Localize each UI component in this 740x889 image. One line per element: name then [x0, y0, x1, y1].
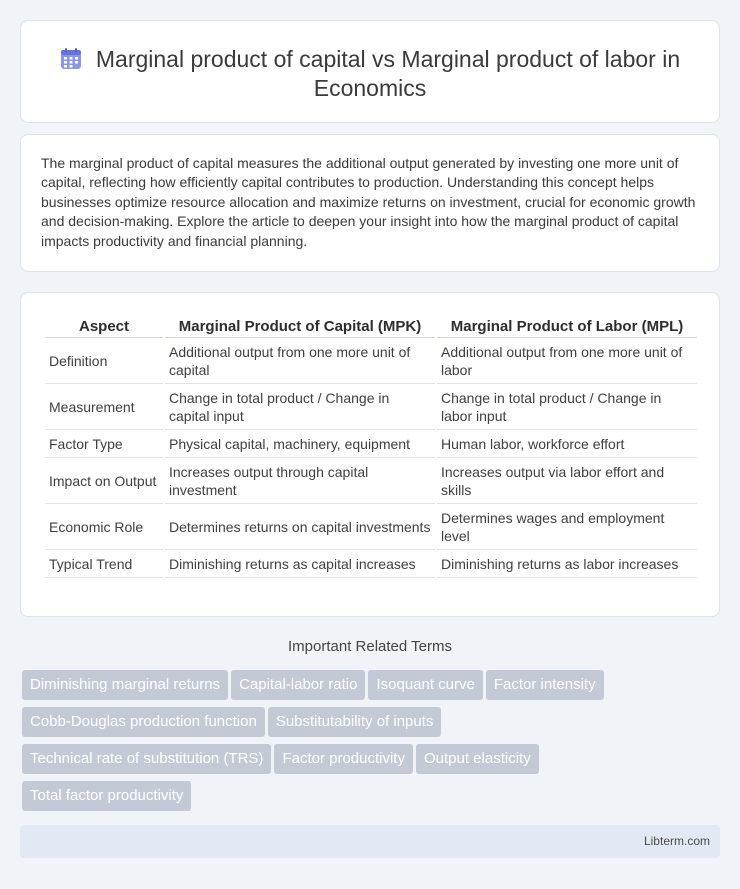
related-term-tag[interactable]: Total factor productivity	[22, 781, 191, 811]
table-row	[45, 338, 697, 384]
mpk-cell: Increases output through capital investment	[165, 458, 435, 504]
mpl-cell: Increases output via labor effort and skills	[437, 458, 697, 504]
related-term-tag[interactable]: Capital-labor ratio	[231, 670, 365, 700]
footer	[20, 825, 720, 858]
mpl-cell: Diminishing returns as labor increases	[437, 550, 697, 578]
mpk-cell: Additional output from one more unit of capital	[165, 338, 435, 384]
page-title-text: Marginal product of capital vs Marginal product of labor in Economics	[95, 46, 681, 101]
related-term-tag[interactable]: Diminishing marginal returns	[22, 670, 228, 700]
mpl-cell: Change in total product / Change in labor input	[437, 384, 697, 430]
related-term-tag[interactable]: Cobb-Douglas production function	[22, 707, 265, 737]
table-row	[45, 504, 697, 550]
intro-card	[20, 134, 720, 272]
related-term-tag[interactable]: Factor intensity	[486, 670, 604, 700]
related-term-tag[interactable]: Substitutability of inputs	[268, 707, 442, 737]
aspect-cell: Definition	[45, 338, 163, 384]
page-title	[21, 45, 719, 103]
related-term-tag[interactable]: Factor productivity	[274, 744, 413, 774]
mpk-cell: Diminishing returns as capital increases	[165, 550, 435, 578]
table-row	[45, 384, 697, 430]
mpk-cell: Physical capital, machinery, equipment	[165, 430, 435, 458]
table-row	[45, 430, 697, 458]
aspect-cell: Impact on Output	[45, 458, 163, 504]
comparison-table	[43, 314, 699, 578]
related-term-tag[interactable]: Output elasticity	[416, 744, 539, 774]
aspect-cell: Economic Role	[45, 504, 163, 550]
table-header-row	[45, 314, 697, 338]
intro-paragraph: The marginal product of capital measures the additional output generated by investing one more unit of capital, reflecting how efficiently capital contributes to production. Understanding this concept helps businesses optimize resource allocation and maximize returns on investment, crucial for economic growth and decision-making. Explore the article to deepen your insight into how the marginal product of capital impacts productivity and financial planning.	[41, 155, 696, 249]
mpl-cell: Human labor, workforce effort	[437, 430, 697, 458]
comparison-card	[20, 292, 720, 617]
mpl-cell: Additional output from one more unit of labor	[437, 338, 697, 384]
related-term-tag[interactable]: Technical rate of substitution (TRS)	[22, 744, 271, 774]
title-card	[20, 20, 720, 123]
aspect-cell: Measurement	[45, 384, 163, 430]
column-header-aspect: Aspect	[45, 314, 163, 338]
mpk-cell: Change in total product / Change in capital input	[165, 384, 435, 430]
table-row	[45, 550, 697, 578]
mpk-cell: Determines returns on capital investments	[165, 504, 435, 550]
footer-site-link[interactable]: Libterm.com	[643, 834, 710, 848]
column-header-mpk: Marginal Product of Capital (MPK)	[165, 314, 435, 338]
table-row	[45, 458, 697, 504]
related-terms-list	[22, 670, 702, 818]
related-term-tag[interactable]: Isoquant curve	[368, 670, 482, 700]
related-terms-heading: Important Related Terms	[288, 638, 452, 655]
aspect-cell: Factor Type	[45, 430, 163, 458]
column-header-mpl: Marginal Product of Labor (MPL)	[437, 314, 697, 338]
calendar-grid-icon	[60, 48, 82, 70]
mpl-cell: Determines wages and employment level	[437, 504, 697, 550]
aspect-cell: Typical Trend	[45, 550, 163, 578]
